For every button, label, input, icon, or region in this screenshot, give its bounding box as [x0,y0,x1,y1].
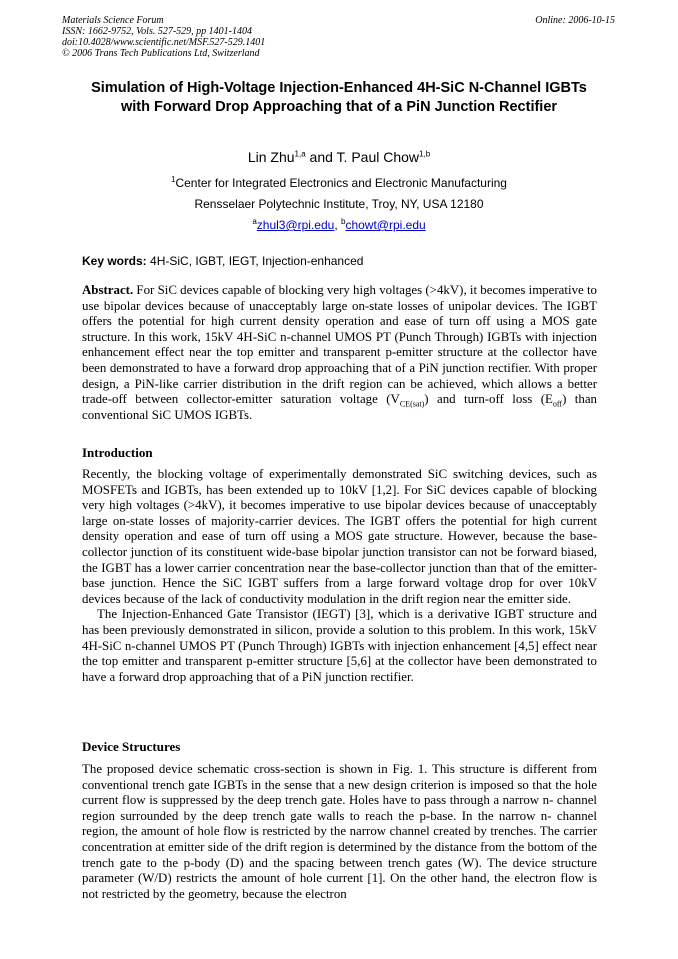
email-b-sup: b [341,217,346,226]
device-structures-heading: Device Structures [82,739,181,754]
author-2-sup: 1,b [419,149,431,159]
introduction-heading: Introduction [82,445,153,460]
email-line [0,218,678,232]
author-2-name: T. Paul Chow [336,149,420,165]
affiliation-line-2: Rensselaer Polytechnic Institute, Troy, NY, USA 12180 [194,197,484,211]
abstract [82,283,597,423]
email-separator: , [334,218,341,232]
vce-subscript: CE(sat) [399,399,425,409]
keywords [82,254,363,268]
paper-title: Simulation of High-Voltage Injection-Enhanced 4H-SiC N-Channel IGBTs with Forward Drop Approaching that of a PiN Junction Rectifier [91,80,587,115]
abstract-label: Abstract. [82,283,134,297]
affiliation-sup: 1 [171,175,176,184]
introduction-paragraph-1: Recently, the blocking voltage of experimentally demonstrated SiC switching devices, such as MOSFETs and IGBTs, has been extended up to 10kV [1,2]. For SiC devices capable of blocking very high voltages (>4kV), it becomes imperative to use bipolar devices because of unacceptably large on-state losses of majority-carrier devices. The IGBT offers the potential for high current density operation and ease of turn off using a MOS gate structure. However, because the base-collector junction of its constituent wide-base bipolar junction transistor can not be forward biased, the IGBT has a lower carrier concentration near the base-collector junction than that of the emitter-base junction. Hence the SiC IGBT suffers from a large forward voltage drop for over 10kV devices because of the lack of conductivity modulation in the drift region near the emitter side. [82,467,597,606]
abstract-text-1: For SiC devices capable of blocking very high voltages (>4kV), it becomes imperative to use bipolar devices because of unacceptably large on-state losses of unipolar devices. The IGBT offers the potential for high current density operation and ease of turn off using a MOS gate structure. In this work, 15kV 4H-SiC n-channel UMOS PT (Punch Through) IGBTs with injection enhancement effect near the top emitter and transparent p-emitter structure at the collector have been demonstrated to have a forward drop approaching that of a PiN junction rectifier. With proper design, a PiN-like carrier distribution in the drift region can be achieved, which allows a better trade-off between collector-emitter saturation voltage (V [82,283,597,407]
abstract-text-2: ) and turn-off loss (E [424,392,553,407]
author-line [0,149,678,165]
eoff-subscript: off [552,399,563,409]
author-1-name: Lin Zhu [247,149,295,165]
email-a-link[interactable]: zhul3@rpi.edu [256,218,335,232]
introduction-body [82,467,597,685]
affiliation-line-1 [0,176,678,190]
issn-line: ISSN: 1662-9752, Vols. 527-529, pp 1401-1404 [62,26,252,37]
introduction-paragraph-2: The Injection-Enhanced Gate Transistor (IEGT) [3], which is a derivative IGBT structure and has been previously demonstrated in silicon, provide a solution to this problem. In this work, 15kV 4H-SiC n-channel UMOS PT (Punch Through) IGBTs with injection enhancement [4,5] effect near the top emitter and transparent p-emitter structure [5,6] at the collector have been demonstrated to have a forward drop approaching that of a PiN junction rectifier. [82,607,597,684]
email-a-sup: a [252,217,257,226]
doi-line: doi:10.4028/www.scientific.net/MSF.527-529.1401 [62,37,266,48]
device-structures-body [82,762,597,902]
device-structures-paragraph-1: The proposed device schematic cross-section is shown in Fig. 1. This structure is different from conventional trench gate IGBTs in the sense that a new design criterion is imposed so that the hole current flow is suppressed by the deep trench gate. Holes have to pass through a narrow n- channel region surrounded by the deep trench gate walls to reach the p-base. In the narrow n- channel region, the amount of hole flow is restricted by the narrow channel created by trenches. The carrier concentration at emitter side of the drift region is determined by the distance from the bottom of the trench gate to the p-body (D) and the spacing between trench gates (W). The device structure parameter (W/D) restricts the amount of hole current [1]. On the other hand, the electron flow is not restricted by the geometry, because the electron [82,762,597,901]
author-1-sup: 1,a [294,149,306,159]
journal-header [62,15,615,59]
online-date: Online: 2006-10-15 [535,15,615,26]
author-and: and [305,149,337,165]
affiliation-text-1: Center for Integrated Electronics and Electronic Manufacturing [175,176,507,190]
abstract-text-3: ) than conventional SiC UMOS IGBTs. [82,392,597,422]
keywords-label: Key words: [82,254,147,268]
journal-name: Materials Science Forum [62,15,164,26]
email-b-link[interactable]: chowt@rpi.edu [345,218,426,232]
keywords-text: 4H-SiC, IGBT, IEGT, Injection-enhanced [146,254,364,268]
copyright-line: © 2006 Trans Tech Publications Ltd, Switzerland [62,48,260,59]
